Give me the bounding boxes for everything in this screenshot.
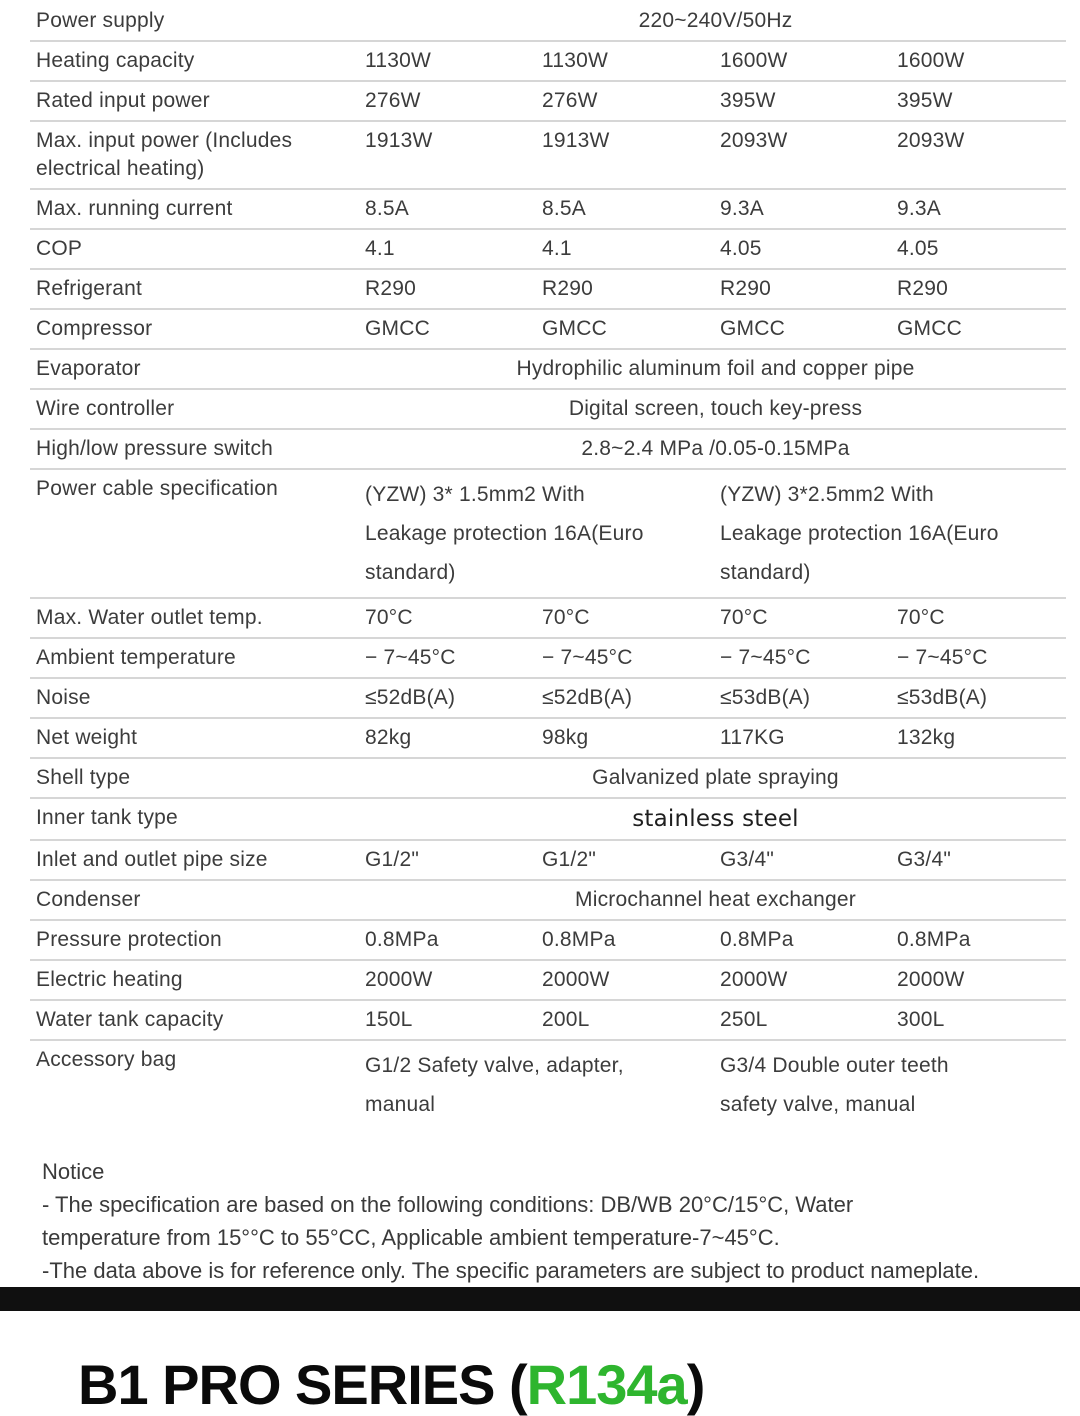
value-line: safety valve, manual <box>720 1093 916 1116</box>
value-line: G1/2 Safety valve, adapter, <box>365 1054 624 1077</box>
row-label: Power supply <box>36 9 165 32</box>
value-line: G3/4 Double outer teeth <box>720 1054 949 1077</box>
row-value: 117KG <box>720 726 785 749</box>
series-title-prefix: B1 PRO SERIES ( <box>78 1353 527 1416</box>
row-label: Compressor <box>36 317 153 340</box>
row-value: 4.05 <box>897 237 939 260</box>
table-row <box>30 430 1066 470</box>
table-row <box>30 639 1066 679</box>
row-label: Rated input power <box>36 89 210 112</box>
row-value-spanning: Digital screen, touch key-press <box>568 397 863 420</box>
row-label: Max. running current <box>36 197 233 220</box>
series-title-suffix: ) <box>686 1353 705 1416</box>
row-label: Water tank capacity <box>36 1008 224 1031</box>
row-value: 2000W <box>897 968 965 991</box>
row-value: 300L <box>897 1008 945 1031</box>
row-value: 70°C <box>365 606 413 629</box>
row-value: GMCC <box>542 317 607 340</box>
row-value: 250L <box>720 1008 768 1031</box>
row-label: Inlet and outlet pipe size <box>36 848 268 871</box>
row-value: 1130W <box>365 49 431 72</box>
row-value: 1913W <box>542 129 610 152</box>
row-value-spanning: Microchannel heat exchanger <box>575 888 856 911</box>
row-value: − 7~45°C <box>897 646 988 669</box>
row-value-spanning: Galvanized plate spraying <box>592 766 839 789</box>
table-row <box>30 679 1066 719</box>
row-value: 1600W <box>720 49 788 72</box>
row-value: 70°C <box>897 606 945 629</box>
row-value: − 7~45°C <box>542 646 633 669</box>
row-value: GMCC <box>720 317 785 340</box>
row-value: 1130W <box>542 49 608 72</box>
value-line: Leakage protection 16A(Euro <box>720 522 999 545</box>
value-line: (YZW) 3* 1.5mm2 With <box>365 483 585 506</box>
row-label: Wire controller <box>36 397 175 420</box>
row-value: GMCC <box>365 317 430 340</box>
row-value: 9.3A <box>720 197 764 220</box>
table-row <box>30 921 1066 961</box>
row-label: Pressure protection <box>36 928 222 951</box>
row-value: 0.8MPa <box>542 928 616 951</box>
table-row <box>30 1001 1066 1041</box>
table-row <box>30 841 1066 881</box>
row-label: High/low pressure switch <box>36 437 274 460</box>
row-value: 4.1 <box>542 237 572 260</box>
row-value-double <box>365 1046 720 1124</box>
row-value: 200L <box>542 1008 590 1031</box>
table-row <box>30 190 1066 230</box>
black-divider-bar <box>0 1287 1080 1311</box>
row-value: 70°C <box>720 606 768 629</box>
row-label: Max. input power (Includes electrical heating) <box>36 129 293 180</box>
row-value: 1600W <box>897 49 965 72</box>
notice-section <box>42 1155 1056 1287</box>
row-value-double <box>720 475 1066 592</box>
row-label: Inner tank type <box>36 806 178 829</box>
row-value-spanning: 2.8~2.4 MPa /0.05-0.15MPa <box>581 437 850 460</box>
row-value-spanning: stainless steel <box>632 806 799 832</box>
table-row <box>30 881 1066 921</box>
row-value: 9.3A <box>897 197 941 220</box>
table-row <box>30 310 1066 350</box>
table-row <box>30 350 1066 390</box>
row-value: 2000W <box>365 968 433 991</box>
spec-table <box>30 2 1066 1129</box>
row-value: − 7~45°C <box>365 646 456 669</box>
row-label: Shell type <box>36 766 131 789</box>
row-value: 2093W <box>897 129 965 152</box>
value-line: manual <box>365 1093 436 1116</box>
table-row <box>30 230 1066 270</box>
row-value: GMCC <box>897 317 962 340</box>
row-label: Power cable specification <box>36 477 278 500</box>
row-value: ≤53dB(A) <box>720 686 811 709</box>
row-value: ≤53dB(A) <box>897 686 988 709</box>
row-value: 70°C <box>542 606 590 629</box>
value-line: Leakage protection 16A(Euro <box>365 522 644 545</box>
row-value: G1/2" <box>365 848 419 871</box>
row-value: ≤52dB(A) <box>365 686 456 709</box>
value-line: standard) <box>720 561 811 584</box>
table-row <box>30 270 1066 310</box>
row-label: Ambient temperature <box>36 646 236 669</box>
refrigerant-name: R134a <box>526 1353 687 1416</box>
row-value: 0.8MPa <box>897 928 971 951</box>
row-value: 1913W <box>365 129 433 152</box>
table-row <box>30 759 1066 799</box>
row-value: 132kg <box>897 726 956 749</box>
row-value: 276W <box>542 89 598 112</box>
row-value: − 7~45°C <box>720 646 811 669</box>
row-label: Heating capacity <box>36 49 195 72</box>
series-title <box>78 1353 1080 1416</box>
row-value: 98kg <box>542 726 589 749</box>
row-value: R290 <box>720 277 772 300</box>
row-value: 0.8MPa <box>720 928 794 951</box>
table-row <box>30 42 1066 82</box>
notice-line: temperature from 15°°C to 55°CC, Applicable ambient temperature-7~45°C. <box>42 1225 780 1250</box>
row-label: Electric heating <box>36 968 183 991</box>
row-label: Accessory bag <box>36 1048 177 1071</box>
row-value: G3/4" <box>897 848 951 871</box>
table-row <box>30 122 1066 190</box>
table-row <box>30 599 1066 639</box>
row-value: 395W <box>720 89 776 112</box>
row-label: COP <box>36 237 83 260</box>
row-value: 8.5A <box>365 197 409 220</box>
table-row <box>30 719 1066 759</box>
value-line: (YZW) 3*2.5mm2 With <box>720 483 934 506</box>
row-value: 2093W <box>720 129 788 152</box>
row-value: R290 <box>542 277 594 300</box>
table-row <box>30 1041 1066 1129</box>
row-value-spanning: Hydrophilic aluminum foil and copper pipe <box>516 357 915 380</box>
notice-lines <box>42 1188 1056 1287</box>
row-value: 0.8MPa <box>365 928 439 951</box>
row-value: G3/4" <box>720 848 774 871</box>
row-value: 82kg <box>365 726 412 749</box>
value-line: standard) <box>365 561 456 584</box>
row-label: Net weight <box>36 726 138 749</box>
table-row <box>30 2 1066 42</box>
notice-title: Notice <box>42 1159 105 1184</box>
row-label: Noise <box>36 686 91 709</box>
row-value: 2000W <box>720 968 788 991</box>
row-value: 4.1 <box>365 237 395 260</box>
table-row <box>30 961 1066 1001</box>
row-value-double <box>365 475 720 592</box>
row-value-double <box>720 1046 1066 1124</box>
table-row <box>30 390 1066 430</box>
table-row <box>30 799 1066 841</box>
row-value: ≤52dB(A) <box>542 686 633 709</box>
row-value: 276W <box>365 89 421 112</box>
table-row <box>30 470 1066 599</box>
row-value: 4.05 <box>720 237 762 260</box>
row-value: 395W <box>897 89 953 112</box>
row-label: Max. Water outlet temp. <box>36 606 263 629</box>
row-label: Evaporator <box>36 357 141 380</box>
row-value: R290 <box>365 277 417 300</box>
row-value-spanning: 220~240V/50Hz <box>638 9 793 32</box>
row-value: 150L <box>365 1008 413 1031</box>
row-value: 2000W <box>542 968 610 991</box>
row-label: Refrigerant <box>36 277 143 300</box>
table-row <box>30 82 1066 122</box>
row-label: Condenser <box>36 888 141 911</box>
row-value: G1/2" <box>542 848 596 871</box>
notice-line: - The specification are based on the following conditions: DB/WB 20°C/15°C, Water <box>42 1192 854 1217</box>
row-value: 8.5A <box>542 197 586 220</box>
notice-line: -The data above is for reference only. The specific parameters are subject to product nameplate. <box>42 1258 980 1283</box>
row-value: R290 <box>897 277 949 300</box>
footer <box>0 1287 1080 1414</box>
